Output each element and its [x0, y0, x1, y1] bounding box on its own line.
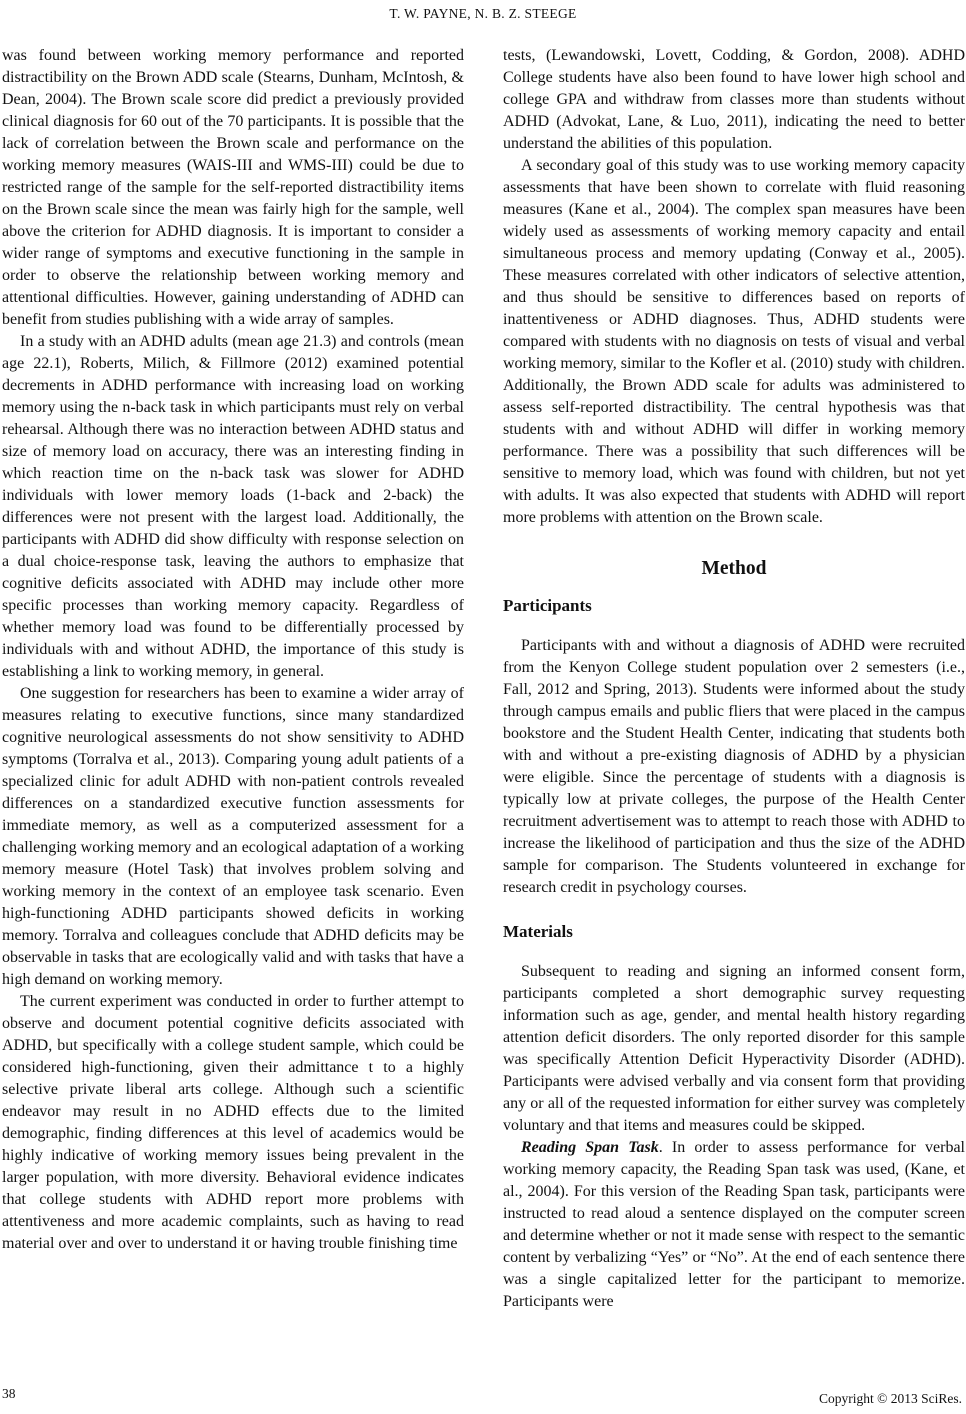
paragraph: One suggestion for researchers has been to examine a wider array of measures relating to executive functions, since many standardized cognitive neurological assessments do not show sensitivity to ADHD symptoms (Torralva et al., 2013). Comparing young adult patients of a specialized clinic for adult ADHD with non-patient controls revealed differences on a standardized executive function assessments for immediate memory, as well as a computerized assessment for a challenging working memory and an ecological adaptation of a working memory measure (Hotel Task) that involves problem solving and working memory in the context of an employee task scenario. Even high-functioning ADHD participants showed deficits in working memory. Torralva and colleagues conclude that ADHD deficits may be observable in tasks that are ecologically valid and with tasks that have a high demand on working memory. — [2, 685, 464, 988]
paragraph: A secondary goal of this study was to use working memory capacity assessments that have been shown to correlate with fluid reasoning measures (Kane et al., 2004). The complex span measures have been widely used as assessments of working memory capacity and entail simultaneous process and memory updating (Conway et al., 2005). These measures correlated with other indicators of selective attention, and thus should be sensitive to differences based on reports of inattentiveness or ADHD diagnoses. Thus, ADHD students were compared with students with no diagnosis on tests of visual and verbal working memory, similar to the Kofler et al. (2010) study with children. Additionally, the Brown ADD scale for adults was administered to assess self-reported distractibility. The central hypothesis was that students with and without ADHD will differ in working memory performance. There was a possibility that such differences will be sensitive to memory load, which was found with children, but not yet with adults. It was also expected that students with ADHD will report more problems with attention on the Brown scale. — [503, 157, 965, 526]
copyright-notice: Copyright © 2013 SciRes. — [818, 1391, 962, 1406]
paragraph: tests, (Lewandowski, Lovett, Codding, & Gordon, 2008). ADHD College students have also been found to have lower high school and college GPA and withdraw from classes more than students without ADHD (Advokat, Lane, & Luo, 2011), indicating the need to better understand the abilities of this population. — [503, 47, 965, 152]
section-heading-method: Method — [701, 558, 767, 579]
subheading-participants: Participants — [503, 596, 592, 615]
paragraph: Participants with and without a diagnosis of ADHD were recruited from the Kenyon College student population over 2 semesters (i.e., Fall, 2012 and Spring, 2013). Students were informed about the study through campus emails and public fliers that were placed in the campus bookstore and the Student Health Center, indicating that students both with and without a pre-existing diagnosis of ADHD by a physician were eligible. Since the percentage of students with a diagnosis is typically low at private colleges, the purpose of the Health Center recruitment advertisement was to attempt to reach those with ADHD to increase the likelihood of participation and thus the size of the ADHD sample for comparison. The Students volunteered in exchange for research credit in psychology courses. — [503, 637, 965, 896]
right-column — [503, 45, 965, 1313]
paragraph: Subsequent to reading and signing an informed consent form, participants completed a short demographic survey requesting information such as age, gender, and mental health history regarding attention deficit disorders. The only reported disorder for this sample was specifically Attention Deficit Hyperactivity Disorder (ADHD). Participants were advised verbally and via consent form that providing any or all of the requested information for either survey was completely voluntary and that items and measures could be skipped. — [503, 963, 965, 1134]
paragraph: In a study with an ADHD adults (mean age 21.3) and controls (mean age 22.1), Roberts, Milich, & Fillmore (2012) examined potential decrements in ADHD performance with increasing load on working memory using the n-back task in which participants must rely on verbal rehearsal. Although there was no interaction between ADHD status and size of memory load on accuracy, there was an interesting finding in which reaction time on the n-back task was slower for ADHD individuals with lower memory loads (1-back and 2-back) the differences were not present with the largest load. Additionally, the participants with ADHD did show difficulty with response selection on a dual choice-response task, leaving the authors to emphasize that cognitive deficits associated with ADHD may include other more specific processes than working memory capacity. Regardless of whether memory load was found to be differentially processed by individuals with and without ADHD, the importance of this study is establishing a link to working memory, in general. — [2, 333, 464, 680]
run-in-heading: Reading Span Task — [521, 1139, 659, 1156]
paragraph: was found between working memory performance and reported distractibility on the Brown ADD scale (Stearns, Dunham, McIntosh, & Dean, 2004). The Brown scale score did predict a previously provided clinical diagnosis for 60 out of the 70 participants. It is possible that the lack of correlation between the Brown scale and performance on the working memory measures (WAIS-III and WMS-III) could be due to restricted range of the sample for the self-reported distractibility items on the Brown scale since the mean was fairly high for the sample, well above the criterion for ADHD diagnosis. It is important to consider a wider range of symptoms and executive functioning in the sample in order to observe the relationship between working memory and attentional difficulties. However, gaining understanding of ADHD can benefit from studies publishing with a wide array of samples. — [2, 47, 464, 328]
paragraph-text: . In order to assess performance for verbal working memory capacity, the Reading Span task was used, (Kane, et al., 2004). For this version of the Reading Span task, participants were instructed to read aloud a sentence displayed on the computer screen and determine whether or not it made sense with respect to the semantic content by verbalizing “Yes” or “No”. At the end of each sentence there was a single capitalized letter for the participant to memorize. Participants were — [503, 1139, 965, 1310]
running-head: T. W. PAYNE, N. B. Z. STEEGE — [389, 6, 577, 21]
paragraph: The current experiment was conducted in order to further attempt to observe and document potential cognitive deficits associated with ADHD, but specifically with a college student sample, which could be considered high-functioning, given their admittance t to a highly selective private liberal arts college. Although such a scientific endeavor may result in no ADHD effects due to the limited demographic, finding differences at this level of academics would be highly indicative of working memory issues being prevalent in the larger population, with more diversity. Behavioral evidence indicates that college students with ADHD report more problems with attentiveness and more academic complaints, such as having to read material over and over to understand it or having trouble finishing time — [2, 993, 464, 1252]
subheading-materials: Materials — [503, 922, 573, 941]
paragraph-reading-span — [503, 1137, 965, 1313]
page-number: 38 — [2, 1386, 16, 1401]
left-column — [2, 45, 464, 1255]
